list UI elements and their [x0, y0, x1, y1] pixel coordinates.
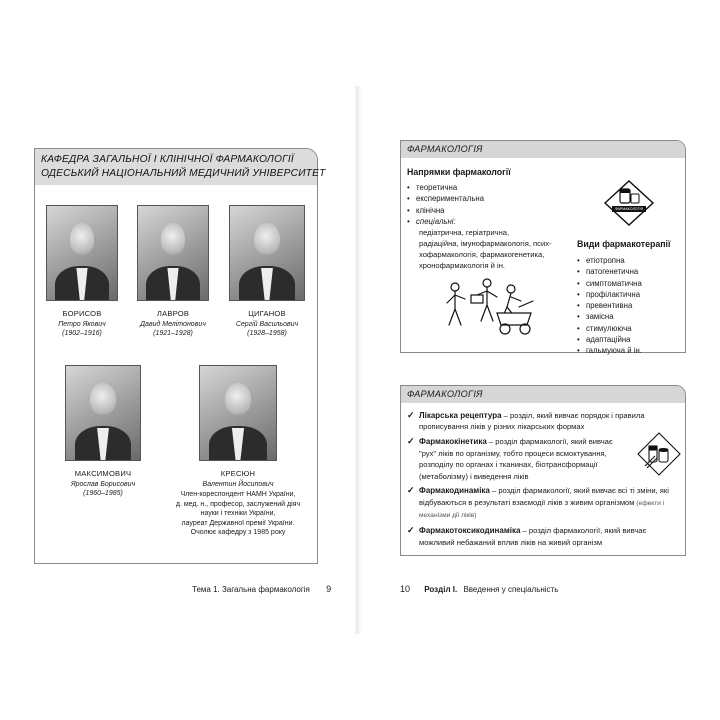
portrait-photo: [137, 205, 209, 301]
checkmark-icon: ✓: [407, 525, 415, 536]
person-surname: ЛАВРОВ: [156, 309, 190, 318]
bio-line: Член-кореспондент НАМН України,: [180, 491, 296, 498]
bio-line: лауреат Державної премії України.: [181, 519, 295, 527]
person-full-name: Петро Якович: [58, 321, 106, 328]
person-full-name: Валентин Йосипович: [202, 481, 274, 488]
section-description: – розділ фармакології, який вивчає всі ті зміни, які відбуваються в результаті взаємодії ліків з живим організмом: [419, 486, 669, 507]
person-full-name: Сергій Васильович: [235, 321, 299, 328]
text-line: хофармакологія, фармакогенетика,: [419, 250, 545, 260]
doctors-cartoon-illustration: [441, 277, 541, 335]
footer-topic: Тема 1. Загальна фармакологія: [192, 585, 310, 594]
panel-title: ФАРМАКОЛОГІЯ: [401, 141, 685, 158]
special-directions-text: [419, 227, 569, 271]
footer-section-title: Введення у спеціальність: [463, 585, 559, 594]
person-years: (1921–1928): [153, 330, 193, 337]
list-item: [407, 525, 679, 548]
section-term: Фармакотоксикодинаміка: [419, 526, 521, 536]
therapy-list: [577, 255, 677, 357]
panel-title: ФАРМАКОЛОГІЯ: [401, 386, 685, 403]
medicine-bottles-icon: [637, 432, 681, 476]
list-item: [407, 410, 679, 433]
badge-label: ФАРМАКОЛОГІЯ: [614, 207, 644, 211]
list-item: • замісна: [577, 311, 677, 322]
checkmark-icon: ✓: [407, 436, 415, 447]
list-item: • спеціальні:: [407, 216, 567, 227]
section-note: (ефекти і механізми дії ліків): [419, 499, 665, 520]
section-term: Лікарська рецептура: [419, 411, 502, 420]
text-line: педіатрична, геріатрична,: [419, 228, 510, 237]
portrait-photo: [199, 365, 277, 461]
right-page-footer: [400, 584, 558, 594]
directions-heading: Напрямки фармакології: [407, 167, 511, 177]
page-number: 9: [326, 584, 332, 594]
therapy-heading: Види фармакотерапії: [577, 239, 671, 249]
section-term: Фармакокінетика: [419, 437, 487, 447]
list-item: • експериментальна: [407, 193, 567, 204]
left-page-footer: [192, 584, 331, 594]
list-item: • симптоматична: [577, 278, 677, 289]
page-number: 10: [400, 584, 411, 594]
bio-line: науки і техніки України,: [200, 510, 276, 518]
person-card: [131, 205, 215, 337]
person-surname: БОРИСОВ: [62, 309, 102, 318]
checkmark-icon: ✓: [407, 485, 415, 496]
bio-line: Очолює кафедру з 1985 року: [190, 529, 286, 537]
list-item: • теоретична: [407, 182, 567, 193]
list-item: • профілактична: [577, 289, 677, 300]
department-header: [35, 149, 326, 185]
portrait-photo: [229, 205, 305, 301]
person-surname: МАКСИМОВИЧ: [74, 469, 132, 478]
directions-list: [407, 182, 567, 227]
list-item: • патогенетична: [577, 266, 677, 277]
list-item: • адаптаційна: [577, 334, 677, 345]
person-card: [167, 365, 309, 538]
text-line: радіаційна, імунофармакологія, псих-: [419, 239, 552, 249]
department-panel: [34, 148, 326, 564]
list-item: • превентивна: [577, 300, 677, 311]
pharmacology-overview-panel: [400, 140, 686, 356]
person-surname: КРЕСЮН: [220, 469, 256, 478]
person-years: (1960–1985): [83, 490, 123, 497]
pharmacology-sections-panel: [400, 385, 686, 556]
person-card: [61, 365, 145, 497]
footer-section: Розділ І.: [424, 585, 458, 594]
person-surname: ЦИГАНОВ: [248, 309, 286, 318]
section-term: Фармакодинаміка: [419, 486, 490, 496]
list-item: • гальмуюча й ін.: [577, 345, 677, 356]
list-item: • клінічна: [407, 205, 567, 216]
person-years: (1928–1958): [247, 330, 287, 337]
pharmacology-badge-icon: [603, 179, 655, 227]
person-card: [225, 205, 309, 337]
section-description: – розділ фармакології, який вивчає "рух" ліків по організму, тобто процеси всмоктування, розподілу по органах і тканинах, біотрансформації (метаболізму) і виведення ліків: [419, 437, 613, 481]
university-title: ОДЕСЬКИЙ НАЦІОНАЛЬНИЙ МЕДИЧНИЙ УНІВЕРСИТЕТ: [41, 168, 326, 179]
person-biography: [167, 490, 309, 538]
book-gutter: [354, 86, 362, 634]
section-description: – розділ, який вивчає порядок і правила прописування ліків у різних лікарських формах: [419, 411, 645, 432]
portrait-photo: [46, 205, 118, 301]
person-years: (1902–1916): [62, 330, 102, 337]
department-title: КАФЕДРА ЗАГАЛЬНОЇ І КЛІНІЧНОЇ ФАРМАКОЛОГІЇ: [41, 154, 294, 165]
portrait-photo: [65, 365, 141, 461]
person-card: [40, 205, 124, 337]
person-full-name: Давид Мелітонович: [140, 321, 206, 328]
checkmark-icon: ✓: [407, 410, 415, 420]
list-item: [407, 485, 679, 521]
text-line: хронофармакологія й ін.: [419, 261, 506, 271]
person-full-name: Ярослав Борисович: [70, 481, 136, 488]
list-item: • етіотропна: [577, 255, 677, 266]
list-item: • стимулююча: [577, 323, 677, 334]
bio-line: д. мед. н., професор, заслужений діяч: [175, 500, 301, 508]
section-description: – розділ фармакології, який вивчає можливий небажаний вплив ліків на живий організм: [419, 526, 647, 547]
